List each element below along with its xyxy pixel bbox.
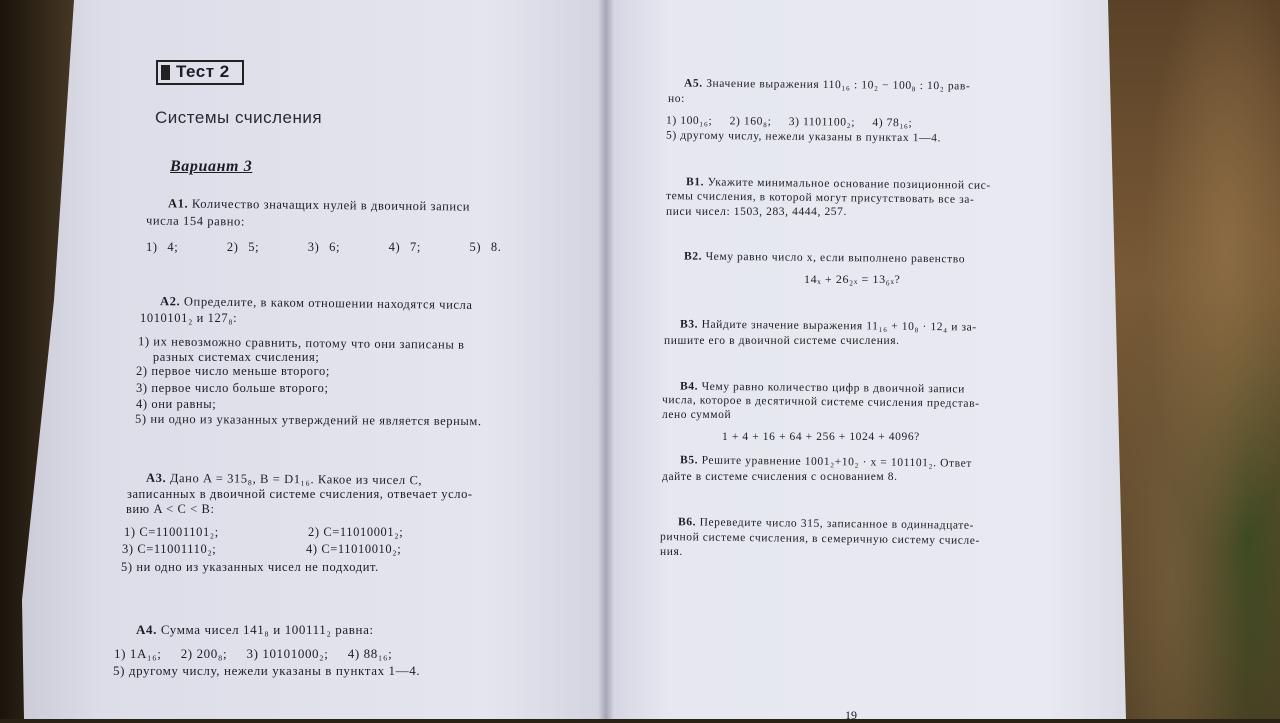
- b3-label: В3.: [679, 318, 699, 331]
- b6-question-line2: ричной системе счисления, в семеричную систему счисле-: [659, 531, 981, 547]
- a1-label: А1.: [167, 196, 189, 211]
- a5-options: 1) 100₁₆; 2) 160₈; 3) 1101100₂; 4) 78₁₆;: [665, 114, 913, 130]
- b1-question-line3: писи чисел: 1503, 283, 4444, 257.: [666, 206, 847, 218]
- page-title: Системы счисления: [155, 108, 323, 127]
- a5-option: 5) другому числу, нежели указаны в пунктах 1—4.: [665, 129, 942, 145]
- b4-label: В4.: [679, 380, 699, 393]
- a3-option: 3) C=11001110₂;: [122, 542, 217, 556]
- a4-label: А4.: [136, 622, 157, 637]
- a1-question-line2: числа 154 равно:: [145, 213, 246, 229]
- a4-options: 1) 1A₁₆; 2) 200₈; 3) 10101000₂; 4) 88₁₆;: [114, 646, 393, 661]
- a3-option: 4) C=11010010₂;: [306, 542, 402, 556]
- test-label-box: [156, 60, 244, 85]
- a1-options: 1) 4; 2) 5; 3) 6; 4) 7; 5) 8.: [146, 240, 502, 254]
- a1-text: Количество значащих нулей в двоичной записи: [191, 196, 471, 214]
- a3-option: 5) ни одно из указанных чисел не подходит.: [121, 560, 379, 574]
- a2-label: А2.: [159, 294, 181, 309]
- b6-question-line3: ния.: [660, 546, 683, 558]
- a2-option: 4) они равны;: [136, 397, 217, 411]
- a3-text: Дано A = 315₈, B = D1₁₆. Какое из чисел C,: [169, 471, 423, 488]
- b4-question-line2: числа, которое в десятичной системе счисления представ-: [661, 394, 980, 410]
- b2-formula: 14ₓ + 26₂ₓ = 13₆ₓ?: [804, 272, 901, 286]
- a2-option: 1) их невозможно сравнить, потому что они записаны в: [137, 334, 465, 352]
- a3-option: 1) C=11001101₂;: [124, 525, 219, 539]
- a3-question-line3: вию A < C < B:: [126, 502, 215, 516]
- b1-text: Укажите минимальное основание позиционной сис-: [707, 176, 991, 192]
- a3-label: А3.: [145, 470, 167, 485]
- a4-text: Сумма чисел 141₈ и 100111₂ равна:: [160, 622, 374, 637]
- a5-text: Значение выражения 110₁₆ : 10₂ − 100₈ : 10₂ рав-: [706, 77, 971, 93]
- b1-question-line2: темы счисления, в которой могут присутствовать все за-: [665, 190, 975, 206]
- a2-option: 5) ни одно из указанных утверждений не является верным.: [134, 411, 482, 429]
- a3-option: 2) C=11010001₂;: [308, 525, 404, 539]
- page-number: 19: [845, 708, 857, 722]
- b4-question-line3: лено суммой: [662, 409, 732, 421]
- background-fabric: [1100, 0, 1280, 719]
- b5-question-line2: дайте в системе счисления с основанием 8.: [662, 471, 898, 483]
- book-spine: [598, 0, 614, 719]
- a2-text: Определите, в каком отношении находятся числа: [183, 294, 473, 312]
- a4-question-line1: [136, 622, 374, 638]
- a2-question-line2: 1010101₂ и 127₈:: [140, 311, 238, 325]
- test-marker-icon: [161, 65, 170, 80]
- a2-option: разных системах счисления;: [138, 350, 320, 364]
- b2-label: В2.: [683, 250, 703, 263]
- a3-question-line1: [146, 471, 422, 488]
- b2-text: Чему равно число x, если выполнено равенство: [705, 250, 966, 266]
- b4-text: Чему равно количество цифр в двоичной записи: [701, 380, 965, 396]
- a3-question-line2: записанных в двоичной системе счисления, отвечает усло-: [127, 487, 473, 501]
- right-page: [606, 0, 1126, 719]
- b3-question-line2: пишите его в двоичной системе счисления.: [664, 335, 900, 347]
- b5-label: В5.: [679, 454, 699, 467]
- b6-text: Переведите число 315, записанное в одиннадцате-: [699, 516, 975, 532]
- b4-formula: 1 + 4 + 16 + 64 + 256 + 1024 + 4096?: [722, 431, 920, 443]
- b5-text: Решите уравнение 1001₂+10₂ · x = 101101₂. Ответ: [701, 454, 973, 470]
- a2-option: 2) первое число меньше второго;: [136, 364, 330, 378]
- a2-option: 3) первое число больше второго;: [136, 381, 329, 395]
- b1-label: В1.: [685, 176, 705, 189]
- a4-option: 5) другому числу, нежели указаны в пунктах 1—4.: [113, 663, 421, 678]
- b6-label: В6.: [677, 516, 697, 529]
- test-label: Тест 2: [176, 62, 230, 81]
- a5-label: А5.: [683, 77, 703, 90]
- variant-heading: Вариант 3: [170, 158, 253, 175]
- a5-question-line2: но:: [668, 93, 685, 105]
- a1-question-line1: [168, 196, 470, 214]
- b3-text: Найдите значение выражения 11₁₆ + 10₈ · 12₄ и за-: [701, 318, 977, 334]
